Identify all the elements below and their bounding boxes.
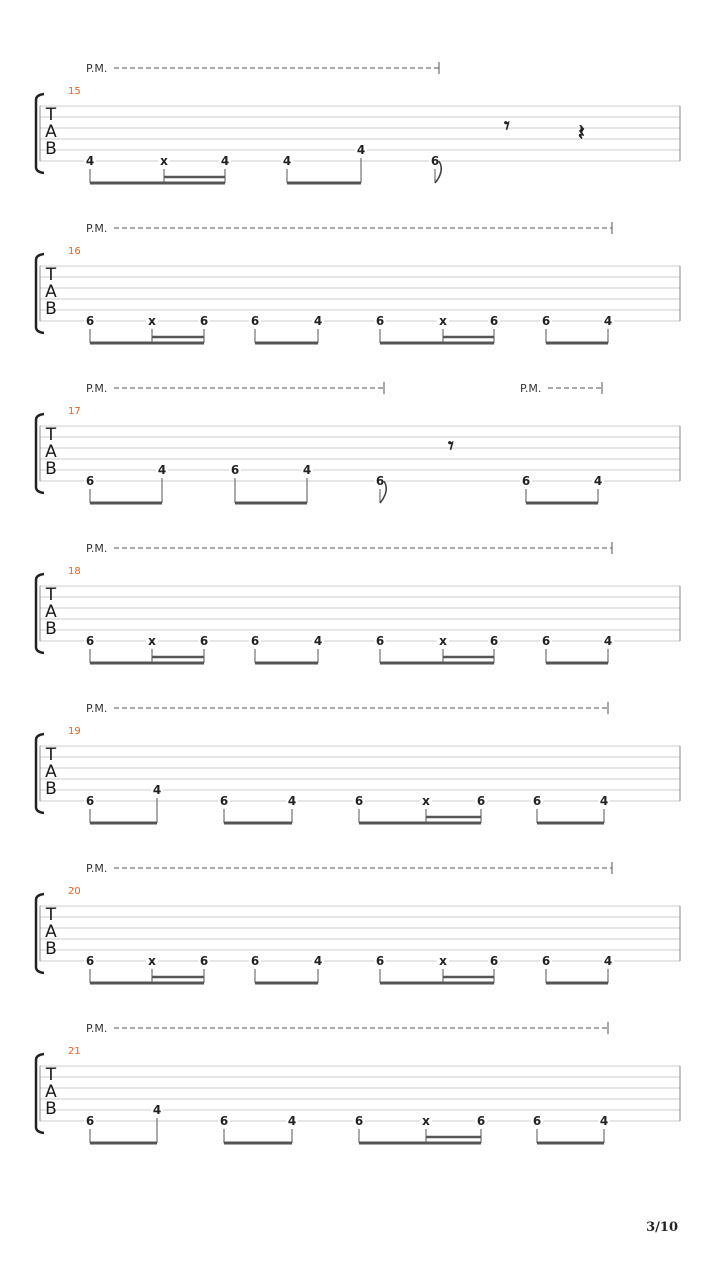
tab-clef-letter: B — [45, 619, 57, 639]
dead-note: x — [160, 154, 168, 168]
quarter-rest: 𝄽 — [578, 120, 585, 146]
fret-number: 4 — [85, 154, 95, 168]
tab-clef-letter: B — [45, 139, 57, 159]
fret-number: 4 — [603, 314, 613, 328]
eighth-rest: 𝄾 — [448, 433, 454, 459]
palm-mute-label: P.M. — [86, 1022, 108, 1035]
tab-clef-letter: T — [45, 745, 57, 765]
fret-number: 6 — [250, 634, 260, 648]
fret-number: 6 — [250, 954, 260, 968]
fret-number: 6 — [532, 794, 542, 808]
palm-mute-label: P.M. — [86, 222, 108, 235]
fret-number: 6 — [489, 314, 499, 328]
measure-number: 16 — [68, 246, 81, 257]
palm-mute-label: P.M. — [520, 382, 542, 395]
fret-number: 6 — [354, 794, 364, 808]
tab-clef-letter: B — [45, 779, 57, 799]
fret-number: 4 — [603, 634, 613, 648]
tab-clef-letter: A — [45, 442, 57, 462]
tab-clef-letter: B — [45, 459, 57, 479]
palm-mute-label: P.M. — [86, 702, 108, 715]
page-number: 3/10 — [646, 1220, 678, 1235]
tab-system — [36, 382, 680, 503]
fret-number: 6 — [250, 314, 260, 328]
tab-system — [36, 702, 680, 823]
fret-number: 6 — [219, 1114, 229, 1128]
fret-number: 6 — [541, 634, 551, 648]
fret-number: 6 — [489, 634, 499, 648]
fret-number: 6 — [85, 794, 95, 808]
tab-clef-letter: B — [45, 1099, 57, 1119]
tab-clef-letter: A — [45, 122, 57, 142]
tab-clef-letter: T — [45, 425, 57, 445]
dead-note: x — [148, 314, 156, 328]
tab-system — [36, 862, 680, 983]
tab-clef-letter: A — [45, 602, 57, 622]
fret-number: 6 — [375, 954, 385, 968]
tab-clef-letter: T — [45, 105, 57, 125]
fret-number: 6 — [85, 634, 95, 648]
dead-note: x — [439, 954, 447, 968]
dead-note: x — [422, 794, 430, 808]
tab-clef-letter: B — [45, 939, 57, 959]
fret-number: 4 — [313, 954, 323, 968]
palm-mute-label: P.M. — [86, 382, 108, 395]
fret-number: 4 — [313, 314, 323, 328]
fret-number: 6 — [541, 954, 551, 968]
dead-note: x — [439, 634, 447, 648]
fret-number: 4 — [152, 1103, 162, 1117]
tab-clef-letter: T — [45, 905, 57, 925]
fret-number: 4 — [157, 463, 167, 477]
fret-number: 6 — [219, 794, 229, 808]
palm-mute-label: P.M. — [86, 62, 108, 75]
measure-number: 19 — [68, 726, 81, 737]
dead-note: x — [148, 954, 156, 968]
fret-number: 6 — [354, 1114, 364, 1128]
tab-clef-letter: T — [45, 585, 57, 605]
tab-clef-letter: B — [45, 299, 57, 319]
tab-system — [36, 542, 680, 663]
fret-number: 6 — [199, 314, 209, 328]
tab-clef-letter: T — [45, 1065, 57, 1085]
fret-number: 4 — [356, 143, 366, 157]
measure-number: 20 — [68, 886, 81, 897]
fret-number: 6 — [199, 634, 209, 648]
fret-number: 6 — [375, 634, 385, 648]
measure-number: 17 — [68, 406, 81, 417]
fret-number: 6 — [430, 154, 440, 168]
fret-number: 6 — [230, 463, 240, 477]
palm-mute-label: P.M. — [86, 862, 108, 875]
fret-number: 4 — [287, 794, 297, 808]
tab-clef-letter: A — [45, 282, 57, 302]
fret-number: 4 — [287, 1114, 297, 1128]
fret-number: 6 — [532, 1114, 542, 1128]
dead-note: x — [439, 314, 447, 328]
fret-number: 6 — [489, 954, 499, 968]
eighth-rest: 𝄾 — [504, 113, 510, 139]
fret-number: 4 — [302, 463, 312, 477]
tab-system — [36, 1022, 680, 1143]
fret-number: 4 — [599, 794, 609, 808]
fret-number: 4 — [599, 1114, 609, 1128]
fret-number: 6 — [85, 314, 95, 328]
fret-number: 6 — [85, 474, 95, 488]
fret-number: 6 — [85, 1114, 95, 1128]
measure-number: 21 — [68, 1046, 81, 1057]
fret-number: 6 — [476, 1114, 486, 1128]
measure-number: 18 — [68, 566, 81, 577]
fret-number: 6 — [375, 314, 385, 328]
dead-note: x — [148, 634, 156, 648]
fret-number: 6 — [375, 474, 385, 488]
fret-number: 6 — [85, 954, 95, 968]
dead-note: x — [422, 1114, 430, 1128]
tab-clef-letter: A — [45, 922, 57, 942]
fret-number: 4 — [282, 154, 292, 168]
tab-clef-letter: A — [45, 762, 57, 782]
fret-number: 6 — [476, 794, 486, 808]
fret-number: 4 — [603, 954, 613, 968]
tab-clef-letter: T — [45, 265, 57, 285]
palm-mute-label: P.M. — [86, 542, 108, 555]
measure-number: 15 — [68, 86, 81, 97]
fret-number: 6 — [541, 314, 551, 328]
fret-number: 4 — [593, 474, 603, 488]
fret-number: 6 — [199, 954, 209, 968]
fret-number: 6 — [521, 474, 531, 488]
fret-number: 4 — [152, 783, 162, 797]
tab-system — [36, 62, 680, 183]
fret-number: 4 — [220, 154, 230, 168]
fret-number: 4 — [313, 634, 323, 648]
tab-clef-letter: A — [45, 1082, 57, 1102]
tab-system — [36, 222, 680, 343]
